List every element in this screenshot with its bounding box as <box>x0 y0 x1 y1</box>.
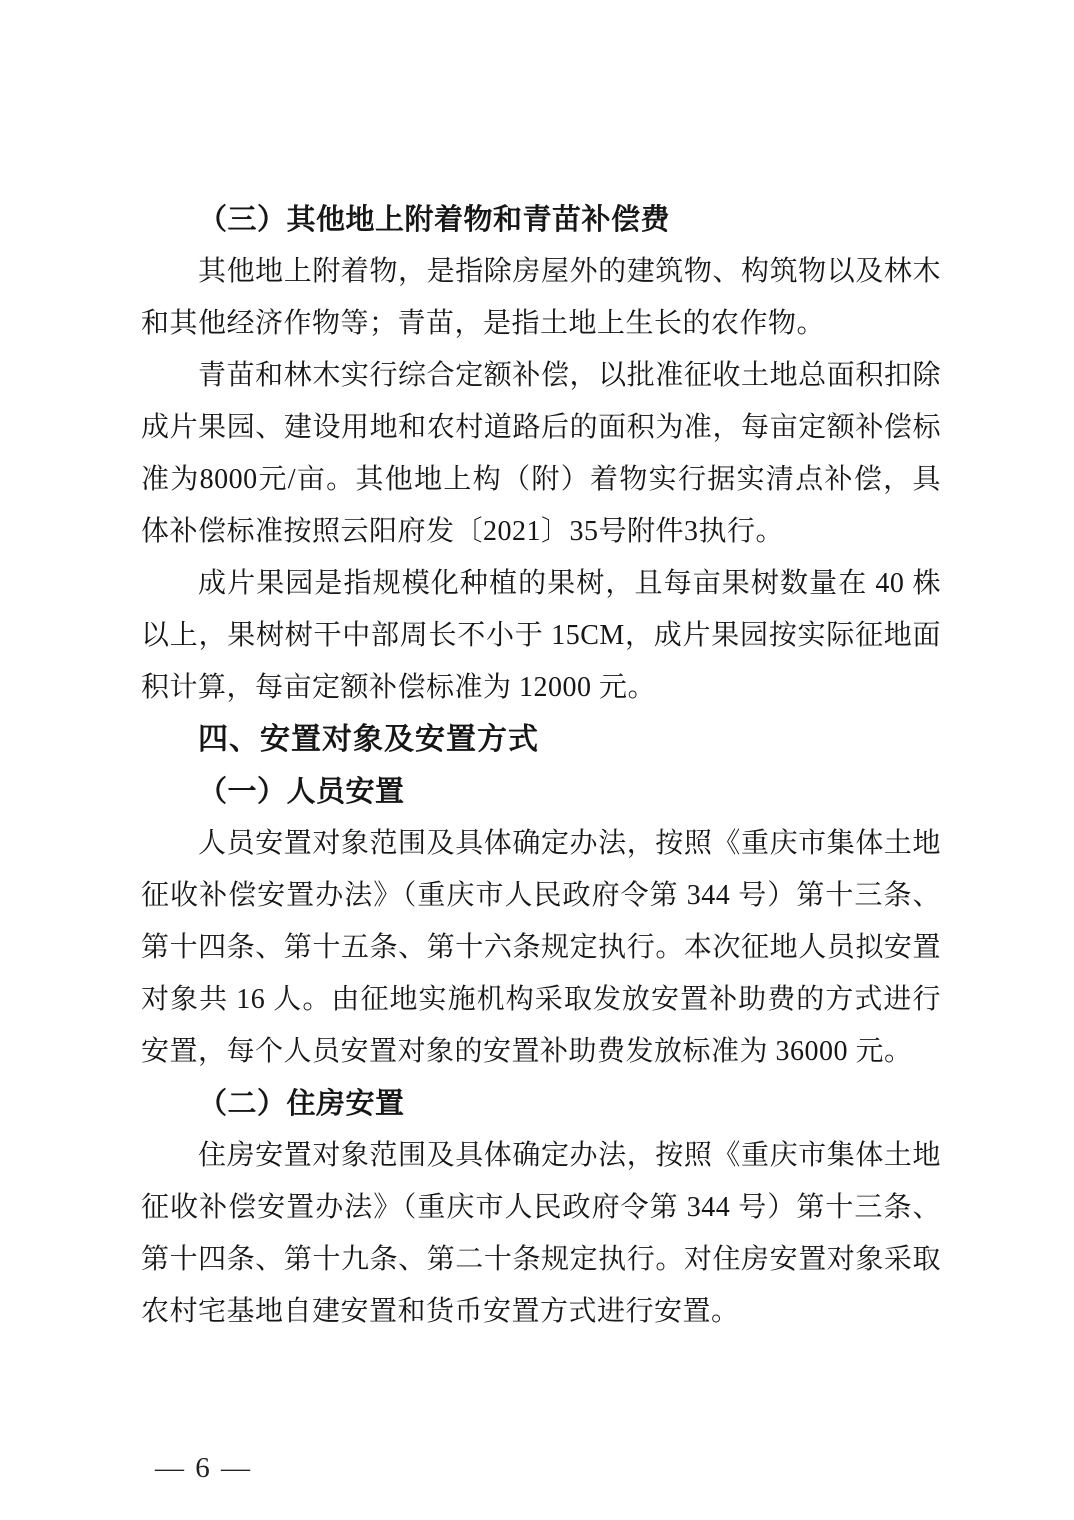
text-line: 准为8000元/亩。其他地上构（附）着物实行据实清点补偿，具 <box>141 464 941 495</box>
text-line: 人员安置对象范围及具体确定办法，按照《重庆市集体土地 <box>198 828 941 859</box>
text-line: 第十四条、第十五条、第十六条规定执行。本次征地人员拟安置 <box>141 932 941 963</box>
paragraph-compensation-standard <box>141 350 941 558</box>
text-line: 和其他经济作物等；青苗，是指土地上生长的农作物。 <box>141 308 826 339</box>
paragraph-orchard-definition <box>141 558 941 714</box>
text-line: 征收补偿安置办法》（重庆市人民政府令第 344 号）第十三条、 <box>141 880 941 911</box>
text-line: 成片果园是指规模化种植的果树，且每亩果树数量在 40 株 <box>198 568 941 599</box>
text-line: 成片果园、建设用地和农村道路后的面积为准，每亩定额补偿标 <box>141 412 941 443</box>
subsection-heading-housing <box>141 1078 941 1130</box>
text-line: 农村宅基地自建安置和货币安置方式进行安置。 <box>141 1296 740 1327</box>
paragraph-housing-resettlement <box>141 1130 941 1338</box>
text-line: 第十四条、第十九条、第二十条规定执行。对住房安置对象采取 <box>141 1244 941 1275</box>
text-line: 积计算，每亩定额补偿标准为 12000 元。 <box>141 672 657 703</box>
section-heading-3 <box>141 194 941 246</box>
page-number: — 6 — <box>155 1452 252 1484</box>
text-line: 住房安置对象范围及具体确定办法，按照《重庆市集体土地 <box>198 1140 941 1171</box>
text-line: （三）其他地上附着物和青苗补偿费 <box>198 204 671 236</box>
text-line: 征收补偿安置办法》（重庆市人民政府令第 344 号）第十三条、 <box>141 1192 941 1223</box>
paragraph-personnel-resettlement <box>141 818 941 1078</box>
text-line: 安置，每个人员安置对象的安置补助费发放标准为 36000 元。 <box>141 1036 913 1067</box>
text-line: （一）人员安置 <box>198 776 405 808</box>
text-line: （二）住房安置 <box>198 1088 405 1120</box>
text-line: 以上，果树树干中部周长不小于 15CM，成片果园按实际征地面 <box>141 620 941 651</box>
text-line: 对象共 16 人。由征地实施机构采取发放安置补助费的方式进行 <box>141 984 941 1015</box>
paragraph-attachments-definition <box>141 246 941 350</box>
text-line: 体补偿标准按照云阳府发〔2021〕35号附件3执行。 <box>141 516 785 547</box>
text-line: 四、安置对象及安置方式 <box>198 723 539 756</box>
text-line: 青苗和林木实行综合定额补偿，以批准征收土地总面积扣除 <box>198 360 941 391</box>
section-heading-4 <box>141 714 941 766</box>
document-body <box>141 194 941 1338</box>
subsection-heading-personnel <box>141 766 941 818</box>
text-line: 其他地上附着物，是指除房屋外的建筑物、构筑物以及林木 <box>198 256 941 287</box>
